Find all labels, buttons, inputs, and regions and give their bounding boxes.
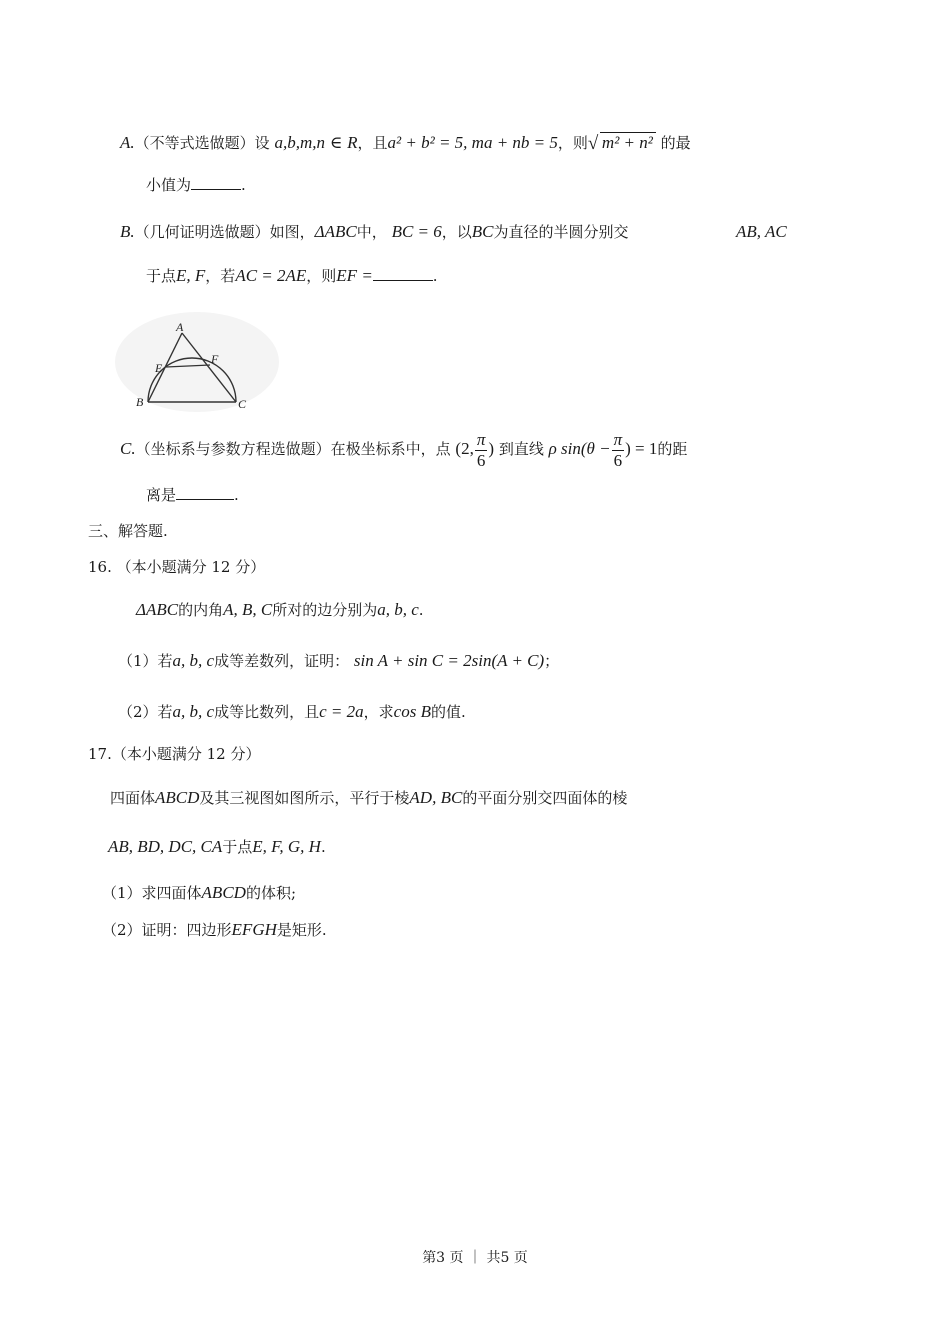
problem-a-text: 的最 bbox=[660, 134, 691, 152]
section-3-heading: 三、解答题. bbox=[88, 522, 168, 540]
answer-blank bbox=[373, 266, 433, 281]
q17-text: . bbox=[320, 838, 326, 856]
problem-c-line1 bbox=[120, 430, 687, 470]
problem-a-condition: a² + b² = 5, ma + nb = 5 bbox=[387, 133, 558, 152]
label-b: B bbox=[136, 395, 144, 409]
q16-text: 的内角 bbox=[178, 601, 224, 619]
tetrahedron-abcd: ABCD bbox=[155, 788, 200, 807]
problem-b-label: B. bbox=[120, 222, 135, 241]
sides-abc: a, b, c bbox=[377, 600, 419, 619]
points-e-f: E, F bbox=[176, 266, 206, 285]
bc-equals-6: BC = 6 bbox=[391, 222, 442, 241]
problem-a-text: 小值为 bbox=[146, 176, 192, 194]
tetrahedron-abcd: ABCD bbox=[201, 883, 246, 902]
fraction-pi-over-6 bbox=[612, 430, 625, 470]
q17-line2 bbox=[108, 838, 326, 855]
answer-blank bbox=[191, 175, 241, 190]
numerator: π bbox=[476, 430, 486, 449]
q16-text: 成等差数列，证明： bbox=[214, 652, 350, 670]
point-close: ) bbox=[488, 439, 495, 459]
problem-a-line2 bbox=[146, 175, 246, 193]
problem-c-text: 离是 bbox=[146, 486, 177, 504]
problem-c-text: 的距 bbox=[657, 440, 688, 459]
q17-header: 17.（本小题满分 12 分） bbox=[88, 745, 261, 763]
set-r: R bbox=[347, 133, 358, 152]
problem-b-text: 于点 bbox=[146, 267, 177, 285]
q17-text: 是矩形. bbox=[276, 921, 327, 939]
edges-ad-bc: AD, BC bbox=[409, 788, 463, 807]
cos-b: cos B bbox=[393, 702, 431, 721]
ac-equals-2ae: AC = 2AE bbox=[235, 266, 307, 285]
problem-b-abac: AB, AC bbox=[736, 222, 787, 241]
answer-blank bbox=[176, 485, 234, 500]
problem-b-line1 bbox=[120, 223, 629, 240]
problem-b-line2 bbox=[146, 266, 438, 284]
problem-a-text: 设 bbox=[254, 134, 270, 152]
numerator: π bbox=[613, 430, 623, 449]
c-equals-2a: c = 2a bbox=[319, 702, 364, 721]
radical-icon: √ bbox=[587, 133, 599, 154]
quadrilateral-efgh: EFGH bbox=[231, 920, 277, 939]
q16-part1 bbox=[118, 652, 559, 669]
triangle-abc: ΔABC bbox=[314, 222, 357, 241]
q17-text: 四面体 bbox=[110, 789, 156, 807]
q16-part2 bbox=[118, 703, 466, 720]
ef-equals: EF = bbox=[336, 266, 373, 285]
q17-text: 的体积; bbox=[245, 884, 296, 902]
figure-svg bbox=[112, 302, 282, 417]
triangle-semicircle-figure bbox=[112, 302, 282, 417]
problem-a-label: A. bbox=[120, 133, 135, 152]
points-efgh: E, F, G, H bbox=[252, 837, 321, 856]
problem-c-tag: （坐标系与参数方程选做题） bbox=[135, 440, 331, 459]
problem-b-text: ，则 bbox=[306, 267, 337, 285]
label-f: F bbox=[211, 352, 219, 366]
problem-b-text: ，以 bbox=[441, 223, 472, 241]
q16-text: 成等比数列，且 bbox=[214, 703, 320, 721]
problem-a-text: ，且 bbox=[357, 134, 388, 152]
q17-text: （1）求四面体 bbox=[102, 884, 202, 902]
point-open: (2, bbox=[455, 439, 474, 459]
problem-a-text: ，则 bbox=[557, 134, 588, 152]
q17-line1 bbox=[110, 789, 627, 806]
radicand: m² + n² bbox=[600, 132, 656, 151]
problem-c-text: 到直线 bbox=[498, 440, 544, 459]
edges-list: AB, BD, DC, CA bbox=[108, 837, 223, 856]
fraction-pi-over-6 bbox=[475, 430, 488, 470]
label-c: C bbox=[238, 397, 247, 411]
q16-text: 所对的边分别为 bbox=[272, 601, 378, 619]
q16-text: （2）若 bbox=[118, 703, 173, 721]
q16-text: . bbox=[418, 601, 424, 619]
q16-text: ，求 bbox=[363, 703, 394, 721]
label-a: A bbox=[176, 320, 184, 334]
denominator: 6 bbox=[476, 450, 486, 470]
denominator: 6 bbox=[613, 450, 623, 470]
problem-b-text: ，若 bbox=[205, 267, 236, 285]
q16-text: ； bbox=[544, 652, 560, 670]
q17-text: 的平面分别交四面体的棱 bbox=[462, 789, 628, 807]
problem-b-text: 如图， bbox=[269, 223, 315, 241]
q16-text: （1）若 bbox=[118, 652, 173, 670]
problem-a-vars: a,b,m,n bbox=[274, 133, 325, 152]
q16-text: 的值. bbox=[430, 703, 466, 721]
triangle-abc: ΔABC bbox=[136, 600, 179, 619]
problem-c-line2 bbox=[146, 485, 239, 503]
problem-a-tag: （不等式选做题） bbox=[134, 134, 255, 152]
line-equation-part2: ) = 1 bbox=[625, 439, 658, 459]
label-e: E bbox=[155, 361, 163, 375]
q17-text: 及其三视图如图所示，平行于棱 bbox=[199, 789, 410, 807]
q17-part2 bbox=[102, 921, 327, 938]
problem-a-line1 bbox=[120, 132, 691, 154]
problem-b-text: . bbox=[432, 267, 438, 285]
sqrt-expression bbox=[587, 132, 656, 154]
q16-header: 16. （本小题满分 12 分） bbox=[88, 558, 266, 576]
q17-text: 于点 bbox=[222, 838, 253, 856]
sides-abc: a, b, c bbox=[172, 651, 215, 670]
q16-intro bbox=[136, 601, 424, 618]
page-footer: 第3 页 ｜ 共5 页 bbox=[422, 1250, 528, 1266]
q17-text: （2）证明：四边形 bbox=[102, 921, 232, 939]
sine-identity: sin A + sin C = 2sin(A + C) bbox=[353, 651, 545, 670]
problem-b-text: 为直径的半圆分别交 bbox=[493, 223, 629, 241]
problem-c-text: . bbox=[234, 486, 239, 504]
problem-c-label: C. bbox=[120, 439, 136, 459]
line-equation-part1: ρ sin(θ − bbox=[548, 439, 611, 459]
angles-abc: A, B, C bbox=[223, 600, 273, 619]
problem-a-text: . bbox=[241, 176, 246, 194]
element-of-symbol: ∈ bbox=[329, 133, 343, 152]
q17-part1 bbox=[102, 884, 296, 901]
segment-bc: BC bbox=[471, 222, 494, 241]
sides-abc: a, b, c bbox=[172, 702, 215, 721]
problem-c-text: 在极坐标系中，点 bbox=[330, 440, 451, 459]
problem-b-text: 中， bbox=[356, 223, 387, 241]
problem-b-tag: （几何证明选做题） bbox=[134, 223, 270, 241]
